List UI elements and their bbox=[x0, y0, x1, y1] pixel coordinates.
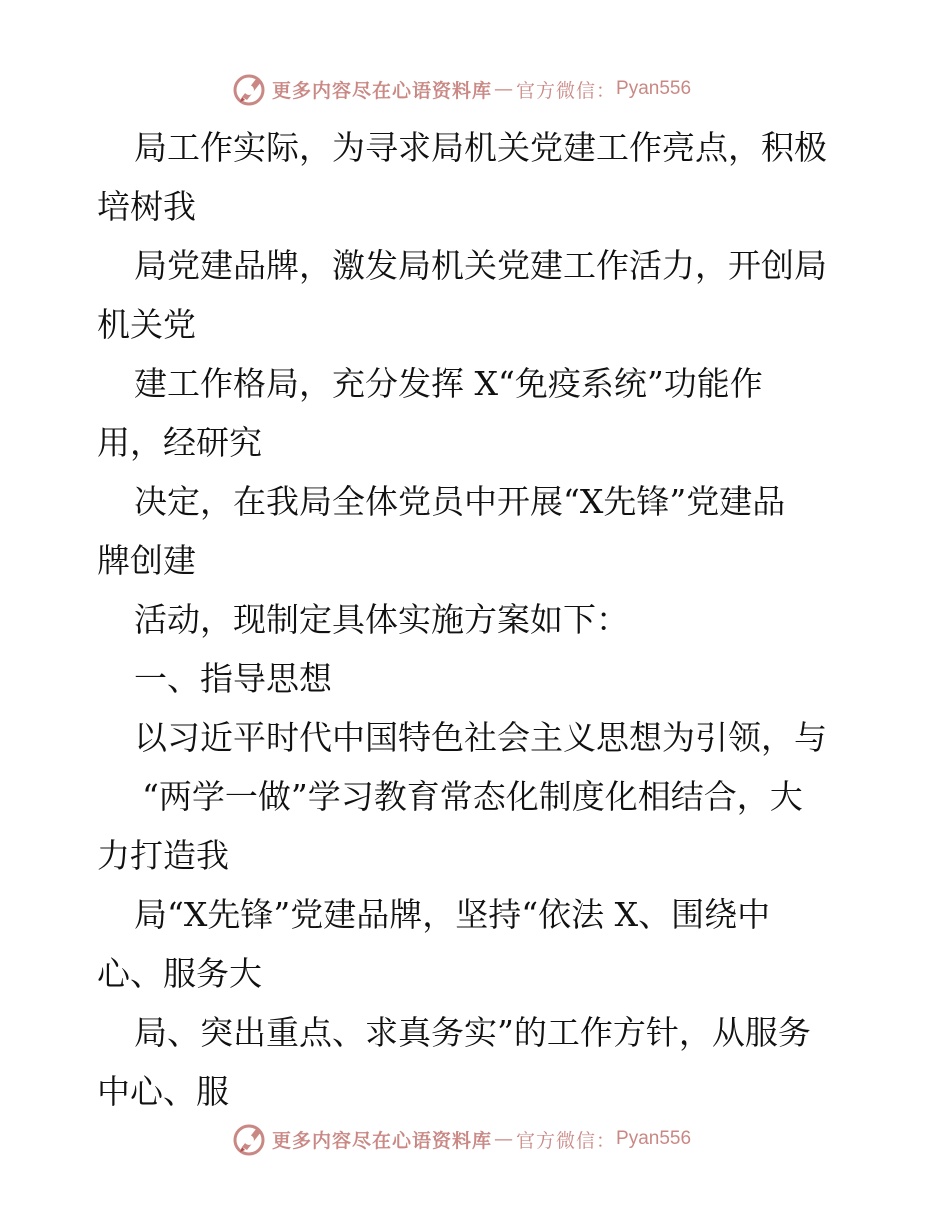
text-line: 中心、服 bbox=[97, 1072, 229, 1111]
footer-watermark bbox=[232, 1121, 691, 1157]
text-line: 建工作格局，充分发挥 X“免疫系统”功能作 bbox=[134, 364, 763, 403]
text-line: “两学一做”学习教育常态化制度化相结合，大 bbox=[142, 777, 803, 816]
watermark-id: Pyan556 bbox=[616, 1128, 692, 1149]
header-watermark bbox=[232, 71, 691, 107]
text-line: 决定，在我局全体党员中开展“X先锋”党建品 bbox=[134, 482, 786, 521]
text-line: 局党建品牌，激发局机关党建工作活力，开创局 bbox=[134, 246, 827, 285]
watermark-text: 更多内容尽在心语资料库 bbox=[272, 1129, 493, 1152]
text-line: 力打造我 bbox=[97, 836, 229, 875]
watermark-label: 官方微信： bbox=[516, 79, 617, 102]
watermark-dash: — bbox=[494, 1128, 515, 1150]
text-line: 以习近平时代中国特色社会主义思想为引领，与 bbox=[134, 718, 827, 757]
text-line: 局、突出重点、求真务实”的工作方针，从服务 bbox=[134, 1013, 811, 1052]
text-line: 活动，现制定具体实施方案如下： bbox=[134, 600, 629, 639]
text-line: 培树我 bbox=[97, 187, 196, 226]
watermark-text: 更多内容尽在心语资料库 bbox=[272, 79, 493, 102]
text-line: 局“X先锋”党建品牌，坚持“依法 X、围绕中 bbox=[134, 895, 771, 934]
text-line: 机关党 bbox=[97, 305, 196, 344]
text-line: 用，经研究 bbox=[97, 423, 262, 462]
section-heading: 一、指导思想 bbox=[134, 659, 332, 698]
pen-logo-icon bbox=[232, 71, 268, 107]
text-line: 牌创建 bbox=[97, 541, 196, 580]
watermark-dash: — bbox=[494, 78, 515, 100]
watermark-id: Pyan556 bbox=[616, 78, 692, 99]
pen-logo-icon bbox=[232, 1121, 268, 1157]
text-line: 局工作实际，为寻求局机关党建工作亮点，积极 bbox=[134, 128, 827, 167]
text-line: 心、服务大 bbox=[97, 954, 262, 993]
watermark-label: 官方微信： bbox=[516, 1129, 617, 1152]
document-body bbox=[97, 118, 877, 1121]
